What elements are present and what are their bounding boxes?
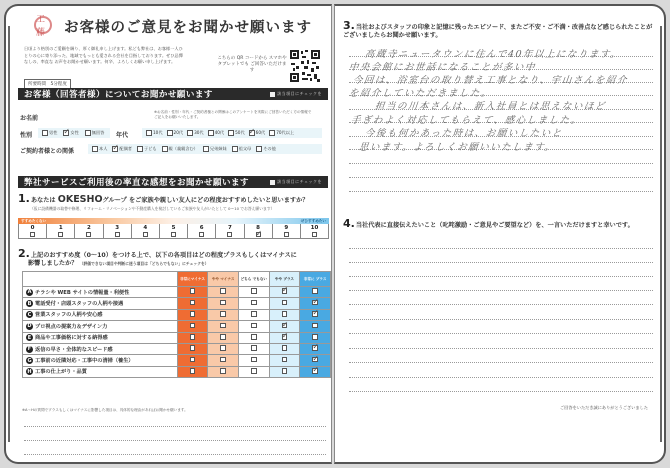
checkbox[interactable] [92,146,98,152]
age-option-20s[interactable]: 20代 [167,130,184,136]
scale-option-3[interactable]: 3 [104,224,132,238]
checkbox[interactable] [269,130,275,136]
item-letter-icon: B [27,300,32,307]
scale-option-8[interactable]: 8 ✓ [245,224,273,238]
answer-line[interactable] [349,348,653,349]
checkbox[interactable] [312,288,318,294]
checkbox[interactable] [208,130,214,136]
handwritten-answer-line: を紹介していただきました。 [348,88,493,99]
col-very-positive: 非常に プラス [300,272,331,287]
relation-label: ご契約者様との関係 [20,148,75,155]
item-label: 商品や工事価格に対する納得感 [35,335,108,342]
item-letter-icon: E [27,334,32,341]
name-label: お名前 [20,115,39,122]
checkbox-checked[interactable] [112,146,118,152]
section-customer-title: お客様（回答者様）についてお聞かせ願います [24,90,213,100]
checkbox-checked[interactable] [256,232,261,237]
relation-option-other[interactable]: その他 [256,146,276,152]
checkbox[interactable] [251,300,257,306]
checkbox-checked[interactable] [312,345,318,351]
scale-low-label: すすめたくない [21,218,47,223]
answer-line[interactable] [24,440,326,441]
item-letter-icon: F [27,346,32,353]
checkbox[interactable] [187,130,193,136]
section-feedback-header [18,176,328,188]
item-letter-icon: G [27,357,32,364]
question-4: 4.当社代表に直接伝えたいこと（叱咤激励・ご意見やご要望など）を、一言いただけますと幸いです。 [343,217,634,230]
answer-line[interactable] [349,163,653,164]
scale-high-label: ぜひすすめたい [300,218,326,223]
gender-option-male[interactable]: 男性 [42,130,57,136]
item-label: 営業スタッフの人柄や安心感 [35,312,103,319]
checkbox[interactable] [312,334,318,340]
answer-line[interactable] [24,426,326,427]
checkbox-checked[interactable] [282,288,288,294]
checkbox[interactable] [190,300,196,306]
survey-right-page [334,4,666,464]
checkbox[interactable] [86,232,91,237]
item-letter-icon: A [27,289,32,296]
checkbox[interactable] [190,288,196,294]
gender-option-female[interactable]: ✓ 女性 [63,130,78,136]
handwritten-answer-line: 今回は、浴室台の取り替え工事となり、宇山さんを紹介 [352,75,629,86]
thanks-message: ご回答をいただき誠にありがとうございました [560,405,648,410]
age-options [142,128,322,138]
checkbox-checked[interactable] [312,357,318,363]
checkbox[interactable] [190,345,196,351]
checkbox[interactable] [282,368,288,374]
checkbox[interactable] [312,232,317,237]
checkbox[interactable] [251,288,257,294]
answer-line[interactable] [349,290,653,291]
age-option-10s[interactable]: 10代 [146,130,163,136]
answer-line[interactable] [349,377,653,378]
checkbox[interactable] [42,130,48,136]
checkbox[interactable] [167,130,173,136]
item-label: 工事前の近隣対応・工事中の清掃（養生） [35,358,134,365]
rating-table-header [23,272,331,287]
item-label: 電話受付・店頭スタッフの人柄や接遇 [35,301,124,308]
check-hint: 該当項目にチェックを [277,91,322,96]
handwritten-answer-line: 今後も何かあった時は、お願いしたいと [364,128,564,139]
question-1: 1.あなたは OKESHOグループ をご家族や親しい友人にどの程度おすすめしたいと思いますか？ [18,192,309,205]
answer-line[interactable] [349,262,653,263]
handwritten-answer-line: 手ぎわよく対応してもらえて、感心しました。 [350,115,583,126]
handwritten-answer-line: 高蔵寺ニュータウンに住んで40年以上になります。 [364,49,622,60]
checkbox[interactable] [190,368,196,374]
checkbox[interactable] [251,345,257,351]
age-option-60s[interactable]: ✓ 60代 [249,130,266,136]
scale-option-7[interactable]: 7 [216,224,244,238]
checkbox[interactable] [284,232,289,237]
checkbox[interactable] [137,146,143,152]
checkbox-checked[interactable] [312,311,318,317]
answer-line[interactable] [24,454,326,455]
item-label: 返信の早さ・全体的なスピード感 [35,346,113,353]
table-row [23,332,331,343]
scale-option-6[interactable]: 6 [188,224,216,238]
checkbox[interactable] [199,232,204,237]
name-field[interactable] [51,110,151,122]
brand-name: OKESHO [57,194,103,205]
scale-option-0[interactable]: 0 [19,224,47,238]
col-very-negative: 非常にマイナス [177,272,208,287]
checkbox[interactable] [203,146,209,152]
section-customer-header [18,88,328,100]
age-option-50s[interactable]: 50代 [228,130,245,136]
scale-option-4[interactable]: 4 [132,224,160,238]
rating-footnote: ※A〜Hの質問でプラスもしくはマイナスに影響した項目は、具体的な理由があればお聞かせ願います。 [22,408,188,412]
checkbox[interactable] [227,232,232,237]
checkbox[interactable] [251,311,257,317]
col-slightly-negative: やや マイナス [208,272,239,287]
answer-line[interactable] [349,391,653,392]
time-required-label: 所要時間 5分程度 [24,79,71,89]
handwritten-answer-line: 中央会館にお世話になることが多い中 [348,62,537,73]
relation-option-spouse[interactable]: ✓ 配偶者 [112,146,132,152]
rating-table [22,271,331,378]
table-row [23,298,331,309]
checkbox[interactable] [190,334,196,340]
relation-option-child[interactable]: 子ども [137,146,157,152]
checkbox-checked[interactable] [312,368,318,374]
age-option-70plus[interactable]: 70代以上 [269,130,294,136]
checkbox[interactable] [162,146,168,152]
age-option-30s[interactable]: 30代 [187,130,204,136]
checkbox[interactable] [143,232,148,237]
company-stamp-icon: 工藤 [34,16,52,34]
qr-code-icon[interactable] [290,50,320,82]
checkbox[interactable] [220,288,226,294]
checkbox-hint-icon [270,92,275,97]
item-letter-icon: D [27,323,32,330]
checkbox[interactable] [30,232,35,237]
checkbox[interactable] [190,357,196,363]
age-label: 年代 [116,132,129,139]
checkbox[interactable] [251,368,257,374]
scale-option-10[interactable]: 10 [301,224,328,238]
col-neutral: どちら でもない [238,272,269,287]
handwritten-answer-line: 担当の川本さんは、新入社員とは思えないほど [374,101,607,112]
checkbox-checked[interactable] [282,334,288,340]
checkbox[interactable] [58,232,63,237]
checkbox[interactable] [171,232,176,237]
checkbox-checked[interactable] [249,130,255,136]
checkbox[interactable] [312,323,318,329]
answer-line[interactable] [349,319,653,320]
handwritten-answer-line: 思います。よろしくお願いいたします。 [358,142,556,153]
section-feedback-title: 弊社サービスご利用後の率直な感想をお聞かせ願います [24,178,250,188]
checkbox[interactable] [220,300,226,306]
checkbox[interactable] [220,368,226,374]
checkbox[interactable] [85,130,91,136]
checkbox[interactable] [282,357,288,363]
checkbox-checked[interactable] [63,130,69,136]
relation-option-parent[interactable]: 親（義親含む） [162,146,198,152]
gender-options [38,128,110,138]
item-label: チラシや WEB サイトの情報量・利便性 [35,289,130,296]
checkbox[interactable] [256,146,262,152]
checkbox-checked[interactable] [312,300,318,306]
age-option-40s[interactable]: 40代 [208,130,225,136]
checkbox[interactable] [282,345,288,351]
scale-option-9[interactable]: 9 [273,224,301,238]
checkbox[interactable] [282,311,288,317]
answer-line[interactable] [349,191,653,192]
answer-line[interactable] [349,248,653,249]
checkbox[interactable] [220,311,226,317]
checkbox[interactable] [251,334,257,340]
checkbox[interactable] [115,232,120,237]
gender-label: 性別 [20,132,33,139]
item-label: 工事の仕上がり・品質 [35,369,87,376]
name-note: ※お名前・性別・年代・ご契約者様との関係はこのアンケートを実際にご回答いただく方の情報でご記入をお願いいたします。 [154,110,312,119]
relation-option-self[interactable]: 本人 [92,146,107,152]
recommend-scale [18,218,329,239]
intro-text: 日頃より格別のご愛顧を賜り、厚く御礼申し上げます。私ども弊社は、お客様一人ひとりの心に寄り添った、地域でもっとも愛される会社を目指しております。ぜひ忌憚なしの、率直な お声をお聞かせ願います。何卒、よろしくお願い申し上げます。 [24,46,183,64]
question-2: 2.上記のおすすめ度（0〜10）をつける上で、以下の各項目はどの程度プラスもしくはマイナスに 影響しましたか？ （評価できない項目や判断に迷う項目は「どちらでもない」にチェックを） [18,247,297,267]
relation-option-grandparent[interactable]: 祖父母 [232,146,252,152]
gender-option-none[interactable]: 無回答 [85,130,105,136]
qr-instructions: こちらの QR コードから スマホやタブレットでも ご回答いただけます [217,56,287,73]
checkbox[interactable] [220,357,226,363]
table-row [23,366,331,377]
answer-line[interactable] [349,333,653,334]
answer-line[interactable] [349,304,653,305]
answer-line[interactable] [349,362,653,363]
table-row [23,287,331,298]
scale-option-1[interactable]: 1 [47,224,75,238]
question-1-subtext: （仮に設備機器の取替や修理、リフォーム・リノベーションや不動産購入を検討しているご家族や友人がいたとして 0〜10 でお答え願います） [30,206,275,211]
relation-option-sibling[interactable]: 兄弟姉妹 [203,146,227,152]
checkbox[interactable] [251,357,257,363]
checkbox[interactable] [220,334,226,340]
scale-option-5[interactable]: 5 [160,224,188,238]
checkbox[interactable] [190,323,196,329]
answer-line[interactable] [349,276,653,277]
relation-options [88,144,322,154]
checkbox[interactable] [220,323,226,329]
checkbox[interactable] [228,130,234,136]
table-row [23,343,331,354]
answer-line[interactable] [349,177,653,178]
checkbox-checked[interactable] [282,323,288,329]
checkbox[interactable] [146,130,152,136]
checkbox[interactable] [220,345,226,351]
check-hint: 該当項目にチェックを [277,179,322,184]
item-label: プロ視点の提案力＆デザイン力 [35,323,108,330]
question-3: 3.当社およびスタッフの印象と記憶に残ったエピソード、またご不安・ご不満・改善点など感じられたことがございましたらお聞かせ願います。 [343,19,653,39]
checkbox[interactable] [282,300,288,306]
checkbox-hint-icon [270,180,275,185]
col-slightly-positive: やや プラス [269,272,300,287]
table-row [23,355,331,366]
checkbox[interactable] [251,323,257,329]
scale-options [18,224,329,239]
survey-left-page [4,4,332,464]
checkbox[interactable] [232,146,238,152]
item-letter-icon: C [27,311,32,318]
checkbox[interactable] [190,311,196,317]
scale-option-2[interactable]: 2 [75,224,103,238]
page-title: お客様のご意見をお聞かせ願います [64,20,312,36]
item-letter-icon: H [27,368,32,375]
